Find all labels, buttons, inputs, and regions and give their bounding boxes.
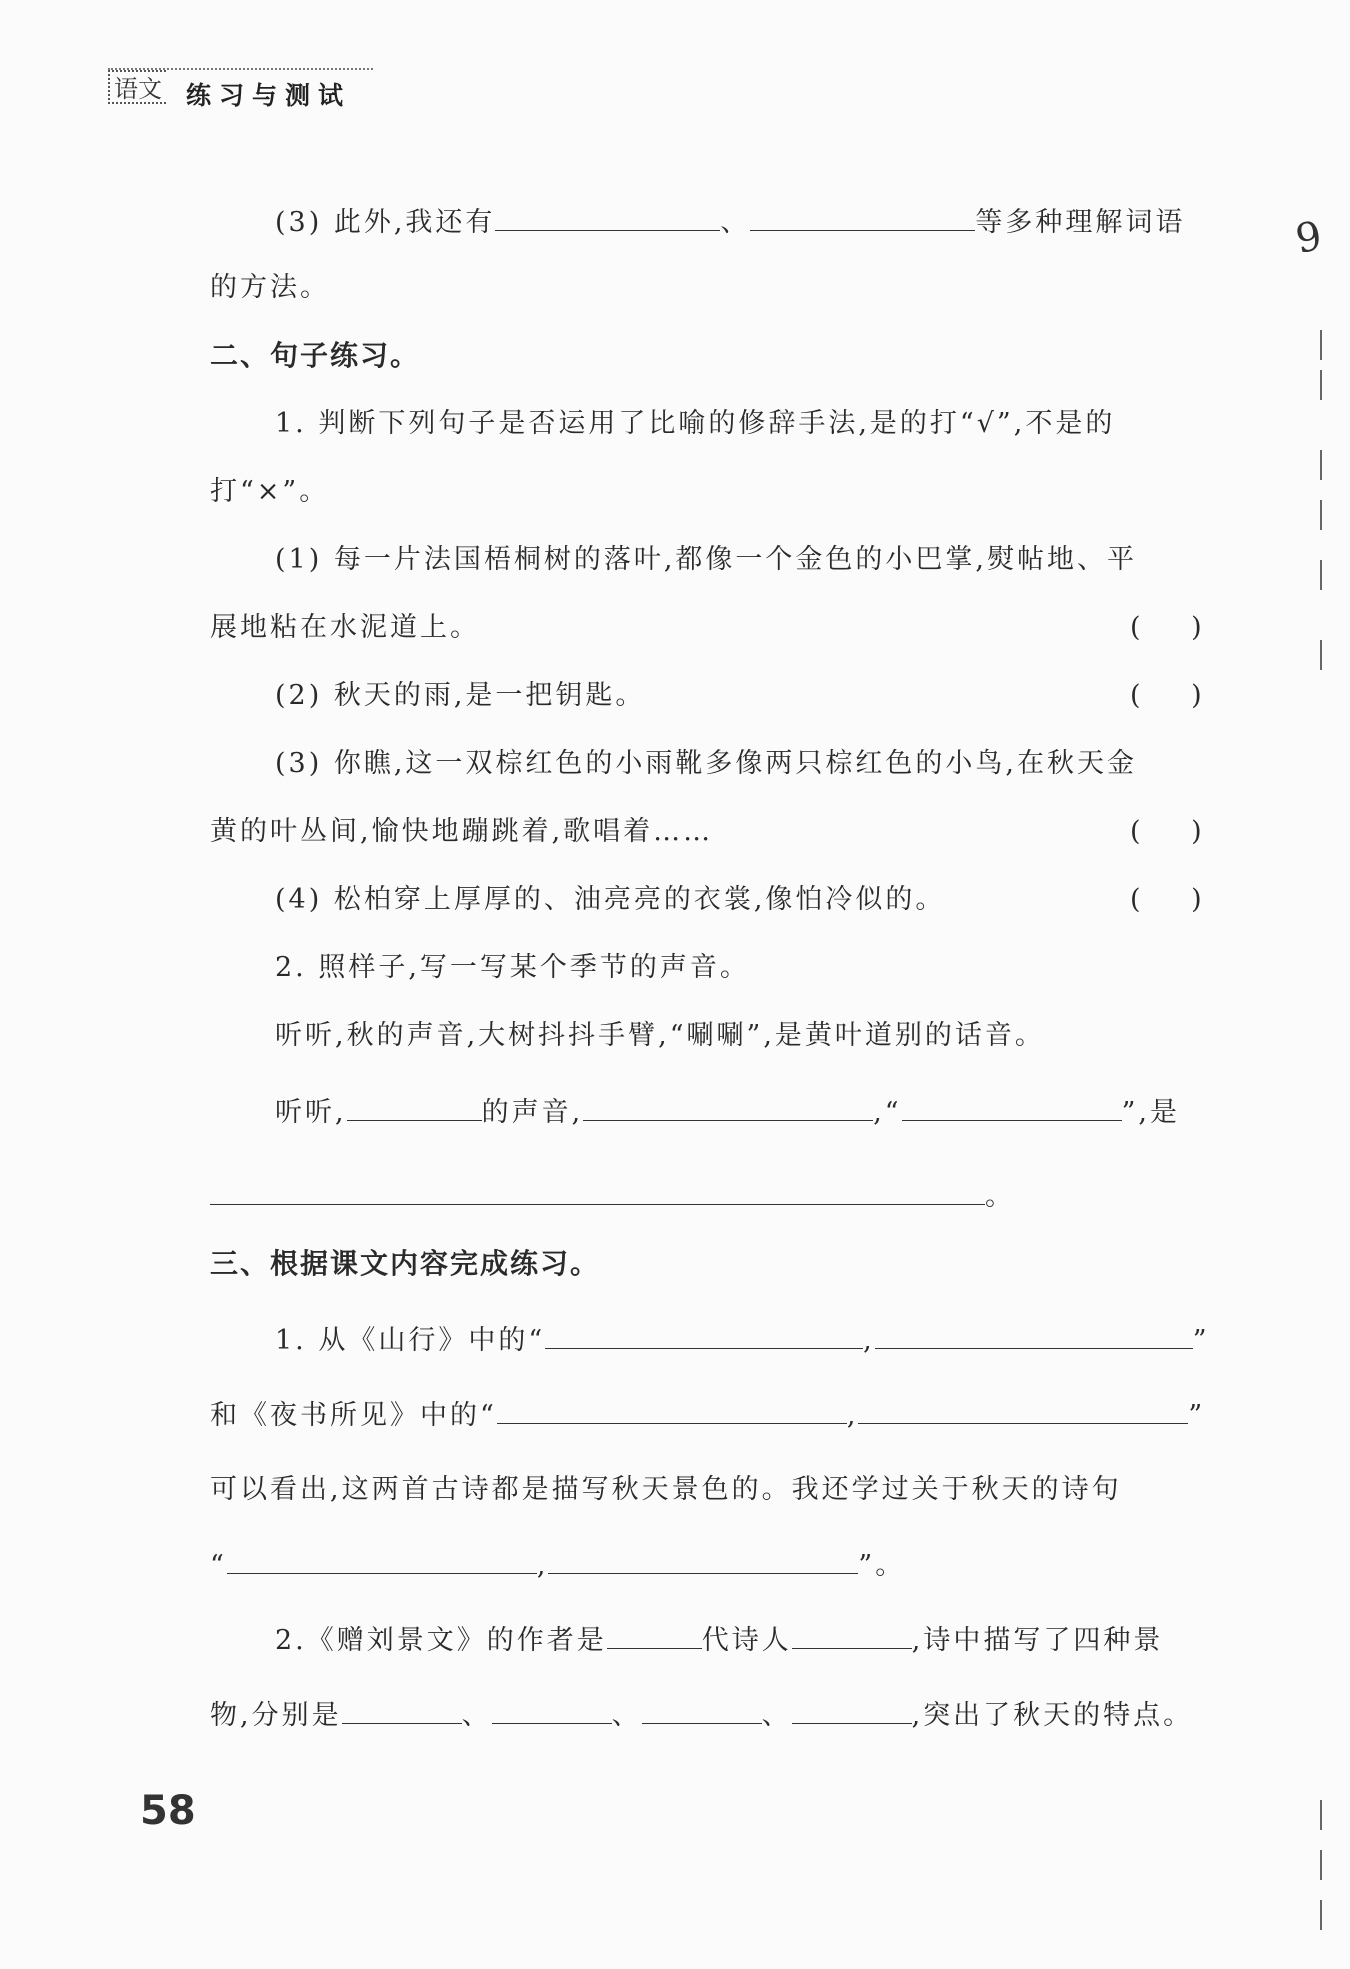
subject-label: 语文 — [108, 70, 166, 104]
answer-parentheses[interactable]: ( ) — [1130, 884, 1202, 915]
s3-q2-line1: 2.《赠刘景文》的作者是 代诗人 ,诗中描写了四种景 — [275, 1620, 1290, 1661]
margin-mark — [1320, 500, 1322, 530]
handwritten-mark-icon: 9 — [1292, 213, 1326, 263]
s2-item-3-cont: 黄的叶丛间,愉快地蹦跳着,歌唱着…… — [210, 816, 714, 847]
answer-blank[interactable] — [902, 1092, 1122, 1121]
margin-mark — [1320, 640, 1322, 670]
answer-blank[interactable] — [497, 1395, 847, 1424]
margin-mark — [1320, 330, 1322, 360]
answer-blank[interactable] — [750, 202, 975, 231]
answer-blank[interactable] — [792, 1620, 912, 1649]
s2-item-3: (3) 你瞧,这一双棕红色的小雨靴多像两只棕红色的小鸟,在秋天金 — [275, 748, 1137, 779]
page-header — [108, 68, 373, 108]
s2-item-2: (2) 秋天的雨,是一把钥匙。 — [275, 680, 646, 711]
answer-blank[interactable] — [792, 1695, 912, 1724]
answer-blank[interactable] — [548, 1545, 858, 1574]
margin-mark — [1320, 1800, 1322, 1830]
answer-blank[interactable] — [875, 1320, 1193, 1349]
answer-blank[interactable] — [227, 1545, 537, 1574]
page-number: 58 — [140, 1788, 196, 1834]
s3-q1-line1: 1. 从《山行》中的“ , ” — [275, 1320, 1290, 1361]
s2-q2-fill: 听听, 的声音, ,“ ”,是 — [275, 1092, 1290, 1133]
margin-mark — [1320, 450, 1322, 480]
margin-mark — [1320, 1900, 1322, 1930]
margin-mark — [1320, 370, 1322, 400]
s2-item-1-cont: 展地粘在水泥道上。 — [210, 612, 480, 643]
s2-q2-title: 2. 照样子,写一写某个季节的声音。 — [275, 952, 750, 983]
answer-blank[interactable] — [492, 1695, 612, 1724]
s2-item-1: (1) 每一片法国梧桐树的落叶,都像一个金色的小巴掌,熨帖地、平 — [275, 544, 1137, 575]
section-2-title: 二、句子练习。 — [210, 339, 421, 372]
answer-blank[interactable] — [545, 1320, 863, 1349]
s3-q1-line2: 和《夜书所见》中的“ , ” — [210, 1395, 1225, 1436]
section-3-title: 三、根据课文内容完成练习。 — [210, 1247, 601, 1280]
answer-blank[interactable] — [347, 1092, 482, 1121]
s3-q1-line3: 可以看出,这两首古诗都是描写秋天景色的。我还学过关于秋天的诗句 — [210, 1474, 1122, 1505]
answer-blank[interactable] — [583, 1092, 873, 1121]
s2-q1-instruction: 1. 判断下列句子是否运用了比喻的修辞手法,是的打“√”,不是的 — [275, 408, 1116, 439]
answer-blank[interactable] — [495, 202, 720, 231]
answer-parentheses[interactable]: ( ) — [1130, 612, 1202, 643]
q1-3-line: (3) 此外,我还有 、 等多种理解词语 — [275, 202, 1290, 243]
answer-blank[interactable] — [858, 1395, 1188, 1424]
s3-q1-line4: “ , ”。 — [210, 1545, 1225, 1586]
book-title: 练习与测试 — [186, 81, 352, 110]
s2-item-4: (4) 松柏穿上厚厚的、油亮亮的衣裳,像怕冷似的。 — [275, 884, 946, 915]
s2-q1-instruction-2: 打“×”。 — [210, 476, 330, 507]
answer-blank[interactable] — [607, 1620, 702, 1649]
s2-q2-fill-2: 。 — [210, 1176, 1225, 1217]
margin-mark — [1320, 560, 1322, 590]
answer-blank[interactable] — [210, 1176, 985, 1205]
answer-blank[interactable] — [342, 1695, 462, 1724]
s3-q2-line2: 物,分别是 、 、 、 ,突出了秋天的特点。 — [210, 1695, 1225, 1736]
q1-3-line2: 的方法。 — [210, 272, 330, 303]
margin-mark — [1320, 1850, 1322, 1880]
s2-q2-example: 听听,秋的声音,大树抖抖手臂,“唰唰”,是黄叶道别的话音。 — [275, 1020, 1045, 1051]
answer-blank[interactable] — [642, 1695, 762, 1724]
answer-parentheses[interactable]: ( ) — [1130, 816, 1202, 847]
answer-parentheses[interactable]: ( ) — [1130, 680, 1202, 711]
